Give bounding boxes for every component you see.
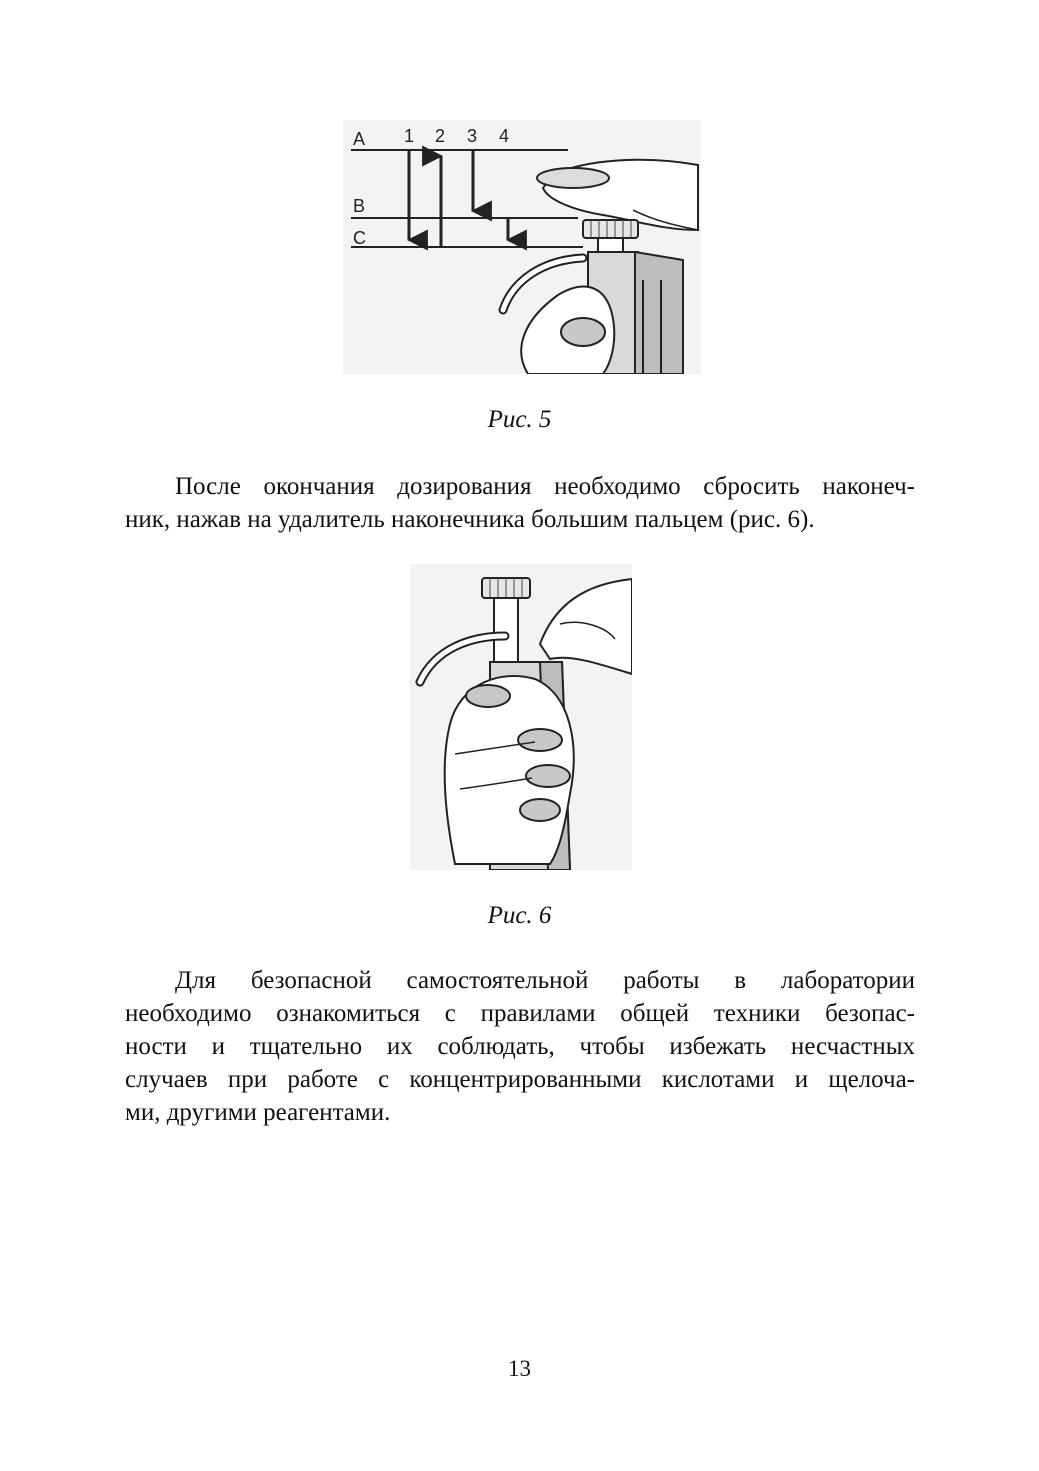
- paragraph-line: необходимо ознакомиться с правилами общей техники безопас-: [125, 1000, 915, 1027]
- paragraph-line: ности и тщательно их соблюдать, чтобы избежать несчастных: [125, 1033, 915, 1060]
- paragraph-line: ник, нажав на удалитель наконечника большим пальцем (рис. 6).: [125, 506, 815, 533]
- paragraph-line: Для безопасной самостоятельной работы в лаборатории: [175, 967, 915, 994]
- paragraph-line: После окончания дозирования необходимо сбросить наконеч-: [175, 473, 915, 500]
- step-label-3: 3: [467, 126, 478, 146]
- paragraph-line: случаев при работе с концентрированными кислотами и щелоча-: [125, 1066, 915, 1093]
- figure-5-pipette-stroke-diagram: [343, 120, 701, 374]
- page-number: 13: [508, 1356, 531, 1381]
- level-label-a: A: [353, 129, 366, 149]
- step-label-4: 4: [499, 126, 510, 146]
- figure-5-caption: Рис. 5: [487, 406, 552, 433]
- level-label-b: B: [353, 196, 366, 216]
- level-label-c: C: [353, 228, 366, 248]
- figure-6-caption: Рис. 6: [487, 902, 552, 929]
- step-label-2: 2: [435, 126, 446, 146]
- paragraph-line: ми, другими реагентами.: [125, 1099, 391, 1126]
- paragraph-lab-safety: [125, 964, 915, 1129]
- paragraph-tip-ejection: [125, 470, 915, 536]
- step-label-1: 1: [404, 126, 415, 146]
- figure-6-tip-ejection-illustration: [410, 564, 632, 870]
